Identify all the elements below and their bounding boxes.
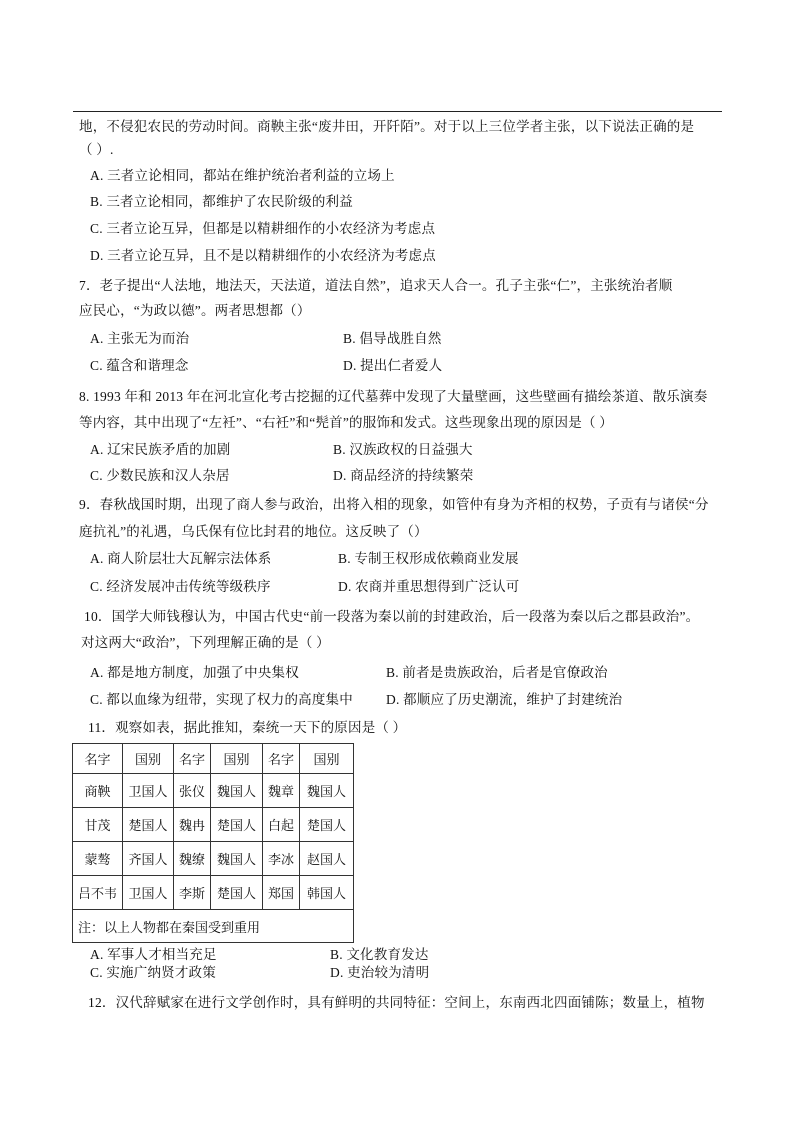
q6-option-c: C. 三者立论互异，但都是以精耕细作的小农经济为考虑点 xyxy=(90,221,436,236)
q9-option-a: A. 商人阶层壮大瓦解宗法体系 xyxy=(90,551,272,566)
table-cell: 李斯 xyxy=(174,876,211,910)
q7-stem-line-1: 7．老子提出“人法地，地法天，天法道，道法自然”，追求天人合一。孔子主张“仁”，主张统治者顺 xyxy=(79,278,673,293)
table-cell: 蒙骜 xyxy=(73,842,123,876)
q10-option-b: B. 前者是贵族政治，后者是官僚政治 xyxy=(386,665,608,680)
q6-stem-line-1: 地，不侵犯农民的劳动时间。商鞅主张“废井田，开阡陌”。对于以上三位学者主张，以下说法正确的是 xyxy=(79,119,695,134)
q10-stem-line-2: 对这两大“政治”，下列理解正确的是（ ） xyxy=(81,635,330,650)
table-header-cell: 名字 xyxy=(263,744,300,774)
table-cell: 楚国人 xyxy=(211,808,263,842)
q9-option-c: C. 经济发展冲击传统等级秩序 xyxy=(90,579,271,594)
table-cell: 白起 xyxy=(263,808,300,842)
q10-stem-line-1: 10．国学大师钱穆认为，中国古代史“前一段落为秦以前的封建政治，后一段落为秦以后之郡县政治”。 xyxy=(84,609,700,624)
q8-stem-line-1: 8. 1993 年和 2013 年在河北宣化考古挖掘的辽代墓葬中发现了大量壁画，这些壁画有描绘茶道、散乐演奏 xyxy=(79,389,708,404)
q10-option-c: C. 都以血缘为纽带，实现了权力的高度集中 xyxy=(90,692,353,707)
table-cell: 卫国人 xyxy=(123,774,174,808)
table-cell: 商鞅 xyxy=(73,774,123,808)
table-cell: 魏章 xyxy=(263,774,300,808)
table-header-cell: 国别 xyxy=(211,744,263,774)
table-cell: 韩国人 xyxy=(300,876,354,910)
q10-option-a: A. 都是地方制度，加强了中央集权 xyxy=(90,665,299,680)
q11-option-c: C. 实施广纳贤才政策 xyxy=(90,965,216,980)
top-rule xyxy=(73,111,722,112)
q10-option-d: D. 都顺应了历史潮流，维护了封建统治 xyxy=(386,692,623,707)
table-header-cell: 国别 xyxy=(123,744,174,774)
q11-option-a: A. 军事人才相当充足 xyxy=(90,947,217,962)
q9-stem-line-1: 9．春秋战国时期，出现了商人参与政治，出将入相的现象，如管仲有身为齐相的权势，子贡有与诸侯“分 xyxy=(79,497,709,512)
q8-option-a: A. 辽宋民族矛盾的加剧 xyxy=(90,442,231,457)
table-cell: 魏国人 xyxy=(211,774,263,808)
q9-option-b: B. 专制王权形成依赖商业发展 xyxy=(338,551,519,566)
q6-option-b: B. 三者立论相同，都维护了农民阶级的利益 xyxy=(90,194,353,209)
table-cell: 楚国人 xyxy=(211,876,263,910)
q8-option-d: D. 商品经济的持续繁荣 xyxy=(333,468,474,483)
table-note-row xyxy=(73,910,354,943)
q7-option-d: D. 提出仁者爱人 xyxy=(343,358,443,373)
table-cell: 魏冉 xyxy=(174,808,211,842)
q8-option-b: B. 汉族政权的日益强大 xyxy=(333,442,473,457)
table-header-row xyxy=(73,744,354,774)
q8-stem-line-2: 等内容，其中出现了“左衽”、“右衽”和“髡首”的服饰和发式。这些现象出现的原因是（ ） xyxy=(79,415,613,430)
table-cell: 齐国人 xyxy=(123,842,174,876)
table-cell: 甘茂 xyxy=(73,808,123,842)
table-row xyxy=(73,876,354,910)
q7-option-a: A. 主张无为而治 xyxy=(90,331,190,346)
q7-option-c: C. 蕴含和谐理念 xyxy=(90,358,189,373)
q7-option-b: B. 倡导战胜自然 xyxy=(343,331,442,346)
table-cell: 李冰 xyxy=(263,842,300,876)
table-cell: 赵国人 xyxy=(300,842,354,876)
q6-option-a: A. 三者立论相同，都站在维护统治者利益的立场上 xyxy=(90,168,395,183)
table-cell: 卫国人 xyxy=(123,876,174,910)
table-header-cell: 名字 xyxy=(73,744,123,774)
q7-stem-line-2: 应民心，“为政以德”。两者思想都（） xyxy=(79,303,311,318)
table-cell: 吕不韦 xyxy=(73,876,123,910)
table-cell: 楚国人 xyxy=(123,808,174,842)
q6-option-d: D. 三者立论互异，且不是以精耕细作的小农经济为考虑点 xyxy=(90,248,436,263)
table-header-cell: 国别 xyxy=(300,744,354,774)
q11-option-d: D. 吏治较为清明 xyxy=(330,965,430,980)
q11-stem: 11．观察如表，据此推知，秦统一天下的原因是（ ） xyxy=(88,720,407,735)
table-cell: 魏缭 xyxy=(174,842,211,876)
q11-option-b: B. 文化教育发达 xyxy=(330,947,429,962)
table-row xyxy=(73,774,354,808)
q6-stem-line-2: （ ）. xyxy=(79,142,114,157)
table-note: 注：以上人物都在秦国受到重用 xyxy=(73,910,354,943)
table-row xyxy=(73,808,354,842)
q11-table xyxy=(72,743,354,943)
q9-stem-line-2: 庭抗礼”的礼遇，乌氏保有位比封君的地位。这反映了（） xyxy=(79,524,428,539)
table-header-cell: 名字 xyxy=(174,744,211,774)
table-cell: 魏国人 xyxy=(211,842,263,876)
q9-option-d: D. 农商并重思想得到广泛认可 xyxy=(338,579,520,594)
table-cell: 郑国 xyxy=(263,876,300,910)
q12-stem-line-1: 12．汉代辞赋家在进行文学创作时，具有鲜明的共同特征：空间上，东南西北四面铺陈；数量上，植物 xyxy=(88,995,705,1010)
q8-option-c: C. 少数民族和汉人杂居 xyxy=(90,468,230,483)
table-cell: 楚国人 xyxy=(300,808,354,842)
table-cell: 张仪 xyxy=(174,774,211,808)
table-cell: 魏国人 xyxy=(300,774,354,808)
table-row xyxy=(73,842,354,876)
